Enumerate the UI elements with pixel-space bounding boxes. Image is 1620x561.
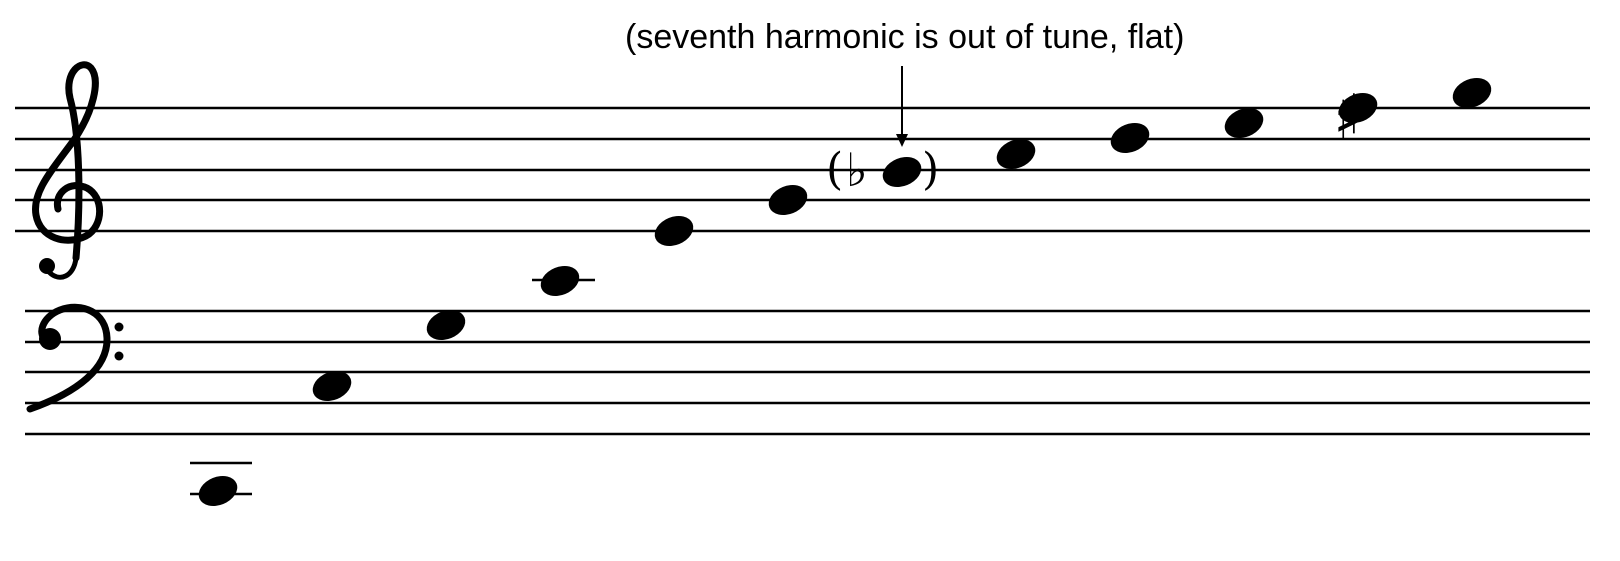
note-head-7 [878, 152, 926, 193]
sharp-accidental: ♯ [1333, 82, 1364, 156]
note-head-4 [536, 261, 584, 302]
annotation-arrow [896, 66, 908, 147]
bass-staff [25, 311, 1590, 434]
paren-close: ) [922, 144, 940, 195]
note-head-9 [1106, 118, 1154, 159]
note-head-6 [764, 180, 812, 221]
paren-open: ( [826, 144, 844, 195]
flat-accidental: ♭ [846, 143, 868, 197]
annotation-text: (seventh harmonic is out of tune, flat) [625, 18, 1185, 56]
note-head-1 [194, 471, 242, 512]
note-head-5 [650, 211, 698, 252]
bass-clef-icon [30, 307, 124, 409]
